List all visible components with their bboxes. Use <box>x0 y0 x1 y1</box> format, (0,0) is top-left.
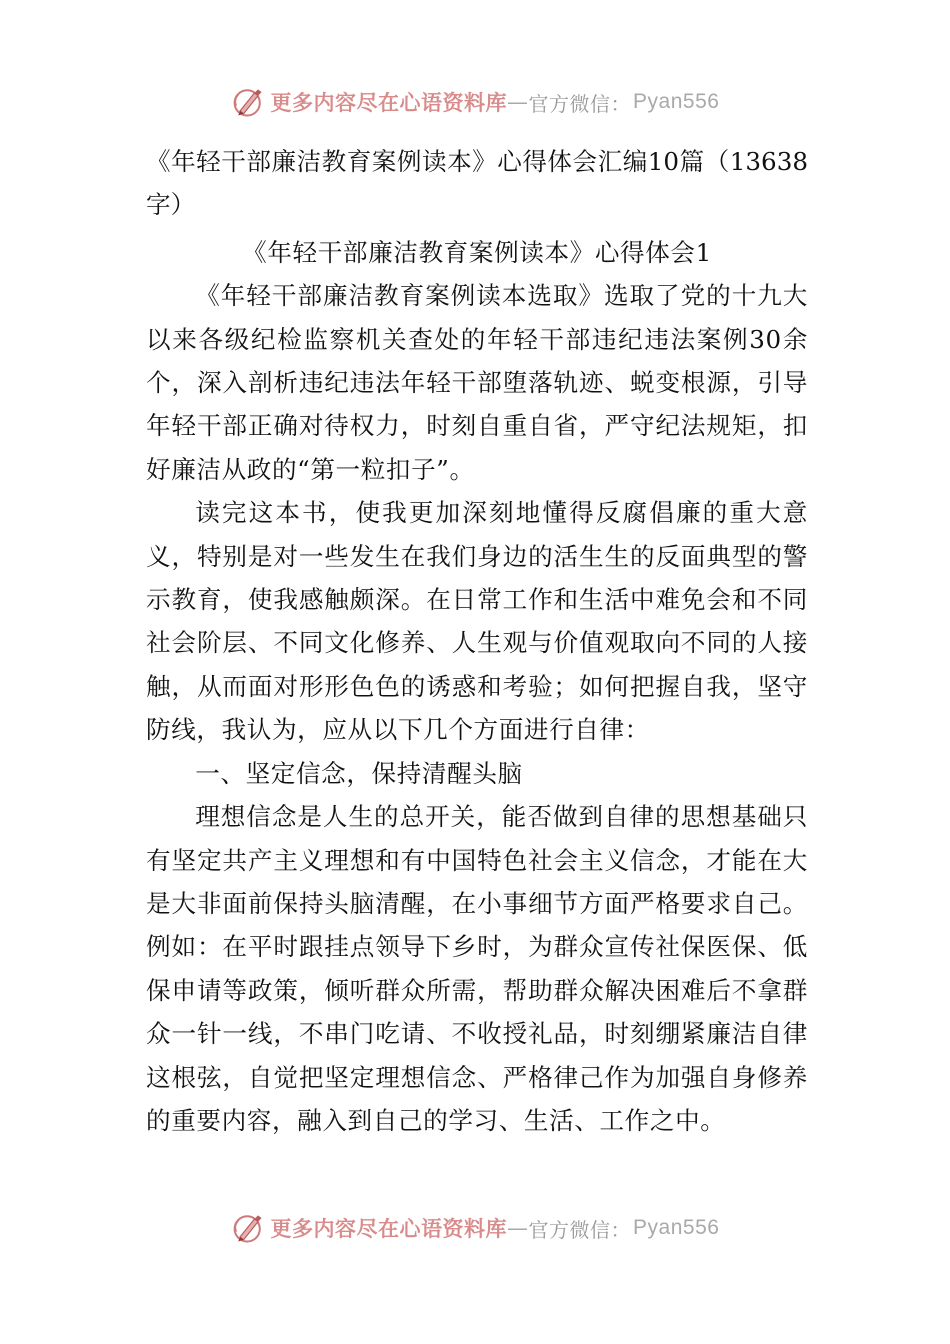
paragraph-2: 读完这本书，使我更加深刻地懂得反腐倡廉的重大意义，特别是对一些发生在我们身边的活生生的反面典型的警示教育，使我感触颇深。在日常工作和生活中难免会和不同社会阶层、不同文化修养、人生观与价值观取向不同的人接触，从而面对形形色色的诱惑和考验；如何把握自我，坚守防线，我认为，应从以下几个方面进行自律： <box>146 498 808 745</box>
watermark-banner-top <box>0 80 950 124</box>
watermark-handle: Pyan556 <box>633 1216 720 1239</box>
section-heading-1: 一、坚定信念，保持清醒头脑 <box>195 758 523 788</box>
paragraph-1: 《年轻干部廉洁教育案例读本选取》选取了党的十九大以来各级纪检监察机关查处的年轻干部违纪违法案例30余个，深入剖析违纪违法年轻干部堕落轨迹、蜕变根源，引导年轻干部正确对待权力，时刻自重自省，严守纪法规矩，扣好廉洁从政的“第一粒扣子”。 <box>146 281 808 484</box>
watermark-banner-bottom <box>0 1206 950 1250</box>
pen-logo-icon <box>231 1210 267 1246</box>
watermark-label: 官方微信： <box>528 1217 632 1242</box>
document-title: 《年轻干部廉洁教育案例读本》心得体会汇编10篇（13638字） <box>146 147 808 220</box>
document-subtitle: 《年轻干部廉洁教育案例读本》心得体会1 <box>242 237 712 267</box>
watermark-handle: Pyan556 <box>633 90 720 113</box>
watermark-brand-text: 更多内容尽在心语资料库 <box>270 90 508 115</box>
document-body <box>146 140 808 1142</box>
watermark-brand-text: 更多内容尽在心语资料库 <box>270 1216 508 1241</box>
watermark-label: 官方微信： <box>528 91 632 116</box>
pen-logo-icon <box>231 84 267 120</box>
paragraph-3: 理想信念是人生的总开关，能否做到自律的思想基础只有坚定共产主义理想和有中国特色社会主义信念，才能在大是大非面前保持头脑清醒，在小事细节方面严格要求自己。例如：在平时跟挂点领导下乡时，为群众宣传社保医保、低保申请等政策，倾听群众所需，帮助群众解决困难后不拿群众一针一线，不串门吃请、不收授礼品，时刻绷紧廉洁自律这根弦，自觉把坚定理想信念、严格律己作为加强自身修养的重要内容，融入到自己的学习、生活、工作之中。 <box>146 802 808 1135</box>
watermark-separator: — <box>507 1216 529 1240</box>
watermark-separator: — <box>507 90 529 114</box>
